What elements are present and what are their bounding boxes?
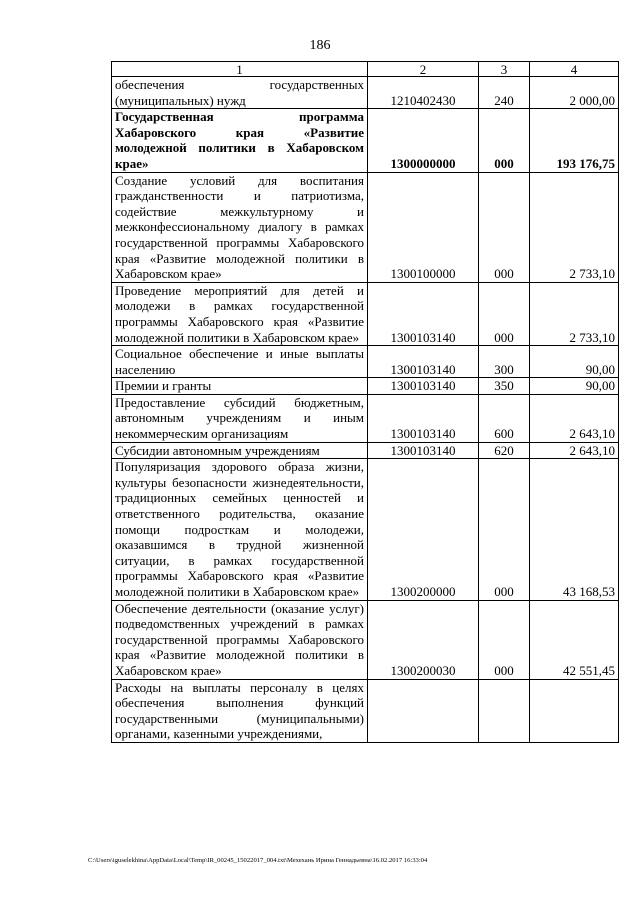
row-code-cell: 1300200030 (368, 600, 479, 679)
row-amount-cell: 2 733,10 (530, 172, 619, 282)
row-name-cell: Обеспечение деятельности (оказание услуг) подведомственных учреждений в рамках государственной программы Хабаровского края «Развитие молодежной политики в Хабаровском крае» (112, 600, 368, 679)
budget-table (111, 61, 619, 743)
row-code-cell: 1300103140 (368, 442, 479, 459)
row-amount-cell: 193 176,75 (530, 109, 619, 172)
row-name-cell: Субсидии автономным учреждениям (112, 442, 368, 459)
table-row (112, 77, 619, 109)
row-code-cell: 1300000000 (368, 109, 479, 172)
row-type-cell (479, 679, 530, 742)
row-amount-cell: 2 643,10 (530, 394, 619, 442)
table-row (112, 459, 619, 600)
row-name-cell: Проведение мероприятий для детей и молодежи в рамках государственной программы Хабаровского края «Развитие молодежной политики в Хабаровском крае» (112, 282, 368, 345)
row-amount-cell: 43 168,53 (530, 459, 619, 600)
table-row (112, 679, 619, 742)
footer-file-path: C:\Users\iguselekhina\AppData\Local\Temp\IR_00245_15022017_004.txt\Мехехань Ирина Геннадьевна\16.02.2017 16:33:04 (88, 857, 428, 864)
table-row (112, 109, 619, 172)
row-name-cell: Создание условий для воспитания гражданственности и патриотизма, содействие межкультурному и межконфессиональному диалогу в рамках государственной программы Хабаровского края «Развитие молодежной политики в Хабаровском крае» (112, 172, 368, 282)
header-col-3: 3 (479, 62, 530, 77)
row-amount-cell: 2 733,10 (530, 282, 619, 345)
header-col-1: 1 (112, 62, 368, 77)
row-type-cell: 240 (479, 77, 530, 109)
row-amount-cell (530, 679, 619, 742)
row-type-cell: 000 (479, 109, 530, 172)
row-type-cell: 350 (479, 378, 530, 395)
row-name-cell: Социальное обеспечение и иные выплаты населению (112, 346, 368, 378)
row-type-cell: 300 (479, 346, 530, 378)
row-amount-cell: 2 000,00 (530, 77, 619, 109)
row-type-cell: 000 (479, 600, 530, 679)
row-code-cell: 1300103140 (368, 346, 479, 378)
row-type-cell: 620 (479, 442, 530, 459)
table-row (112, 282, 619, 345)
row-type-cell: 000 (479, 459, 530, 600)
row-name-cell: Премии и гранты (112, 378, 368, 395)
row-code-cell: 1300103140 (368, 282, 479, 345)
table-row (112, 346, 619, 378)
table-row (112, 394, 619, 442)
table-row (112, 442, 619, 459)
table-row (112, 378, 619, 395)
row-code-cell: 1300103140 (368, 394, 479, 442)
row-name-cell: Расходы на выплаты персоналу в целях обеспечения выполнения функций государственными (муниципальными) органами, казенными учреждениями, (112, 679, 368, 742)
header-col-4: 4 (530, 62, 619, 77)
table-header-row (112, 62, 619, 77)
row-code-cell: 1300200000 (368, 459, 479, 600)
row-type-cell: 000 (479, 172, 530, 282)
row-amount-cell: 2 643,10 (530, 442, 619, 459)
row-amount-cell: 42 551,45 (530, 600, 619, 679)
row-code-cell (368, 679, 479, 742)
row-code-cell: 1300103140 (368, 378, 479, 395)
row-name-cell: обеспечения государственных (муниципальных) нужд (112, 77, 368, 109)
row-name-cell: Государственная программа Хабаровского края «Развитие молодежной политики в Хабаровском крае» (112, 109, 368, 172)
row-type-cell: 000 (479, 282, 530, 345)
row-code-cell: 1210402430 (368, 77, 479, 109)
row-name-cell: Предоставление субсидий бюджетным, автономным учреждениям и иным некоммерческим организациям (112, 394, 368, 442)
page-number: 186 (309, 38, 331, 53)
row-name-cell: Популяризация здорового образа жизни, культуры безопасности жизнедеятельности, традиционных семейных ценностей и ответственного родительства, оказание помощи подросткам и молодежи, оказавшимся в трудной жизненной ситуации, в рамках государственной программы Хабаровского края «Развитие молодежной политики в Хабаровском крае» (112, 459, 368, 600)
table-row (112, 172, 619, 282)
row-amount-cell: 90,00 (530, 346, 619, 378)
header-col-2: 2 (368, 62, 479, 77)
row-type-cell: 600 (479, 394, 530, 442)
row-code-cell: 1300100000 (368, 172, 479, 282)
row-amount-cell: 90,00 (530, 378, 619, 395)
table-row (112, 600, 619, 679)
